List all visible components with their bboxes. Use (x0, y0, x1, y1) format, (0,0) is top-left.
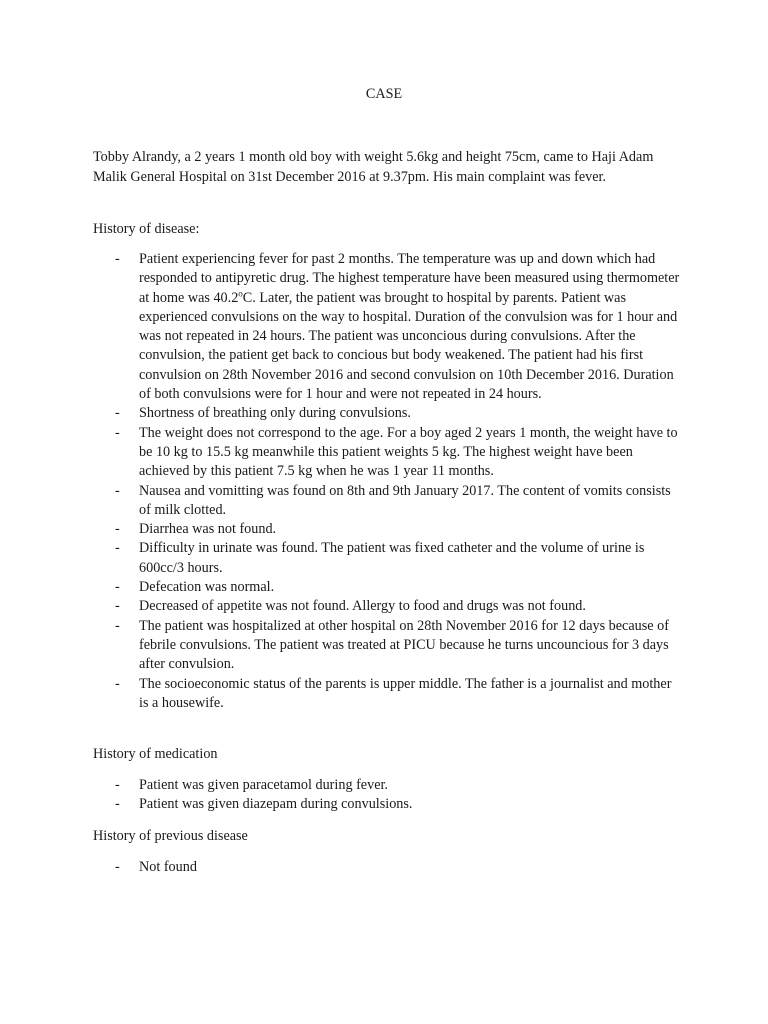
list-item (93, 404, 683, 423)
list-item-text: Patient was given diazepam during convulsions. (139, 796, 413, 813)
list-item-text: Patient experiencing fever for past 2 months. The temperature was up and down which had responded to antipyretic drug. The highest temperature have been measured using thermometer at home was 40.2 (139, 251, 680, 306)
list-item-text: The weight does not correspond to the age. For a boy aged 2 years 1 month, the weight have to be 10 kg to 15.5 kg meanwhile this patient weights 5 kg. The highest weight have been achieved by this patient 7.5 kg when he was 1 year 11 months. (139, 424, 678, 480)
list-item (93, 539, 683, 578)
list-item-text: Difficulty in urinate was found. The patient was fixed catheter and the volume of urine is 600cc/3 hours. (139, 540, 645, 576)
list-item-text: Decreased of appetite was not found. Allergy to food and drugs was not found. (139, 598, 586, 615)
list-item (93, 858, 683, 877)
list-item-text: C. Later, the patient was brought to hospital by parents. Patient was experienced convulsions on the way to hospital. Duration of the convulsion was for 1 hour and was not repeated in 24 hours. The patient was unconcious during convulsions. After the convulsion, the patient get back to concious but body weakened. The patient had his first convulsion on 28th November 2016 and second convulsion on 10th December 2016. Duration of both convulsions were for 1 hour and were not repeated in 24 hours. (139, 289, 678, 403)
list-item (93, 597, 683, 616)
list-item-text: The patient was hospitalized at other hospital on 28th November 2016 for 12 days because of febrile convulsions. The patient was treated at PICU because he turns uncouncious for 3 days after convulsion. (139, 617, 669, 673)
dash-bullet: - (115, 796, 120, 813)
dash-bullet: - (115, 859, 120, 875)
list-item (93, 250, 683, 404)
list-item-text: Nausea and vomitting was found on 8th and 9th January 2017. The content of vomits consists of milk clotted. (139, 482, 671, 518)
list-item (93, 482, 683, 521)
list-item (93, 424, 683, 482)
list-item-text: Shortness of breathing only during convulsions. (139, 405, 411, 422)
dash-bullet: - (115, 405, 120, 422)
list-item (93, 520, 683, 539)
history-of-medication-list (93, 776, 683, 815)
intro-paragraph: Tobby Alrandy, a 2 years 1 month old boy with weight 5.6kg and height 75cm, came to Haji Adam Malik General Hospital on 31st December 2016 at 9.37pm. His main complaint was fever. (93, 149, 654, 185)
list-item (93, 617, 683, 675)
degree-sup: o (238, 287, 243, 298)
dash-bullet: - (115, 598, 120, 615)
dash-bullet: - (115, 777, 120, 793)
dash-bullet: - (115, 579, 120, 596)
history-of-disease-list (93, 250, 683, 713)
history-of-previous-disease-heading: History of previous disease (93, 828, 248, 844)
list-item-text: Not found (139, 859, 197, 875)
dash-bullet: - (115, 521, 120, 538)
dash-bullet: - (115, 675, 120, 692)
history-of-previous-disease-list (93, 858, 683, 877)
dash-bullet: - (115, 424, 120, 441)
list-item-text: Diarrhea was not found. (139, 521, 277, 538)
dash-bullet: - (115, 540, 120, 557)
list-item (93, 675, 683, 714)
dash-bullet: - (115, 617, 120, 634)
list-item (93, 578, 683, 597)
list-item (93, 776, 683, 795)
history-of-disease-heading: History of disease: (93, 221, 200, 237)
list-item (93, 795, 683, 814)
dash-bullet: - (115, 251, 120, 267)
history-of-medication-heading: History of medication (93, 746, 218, 762)
dash-bullet: - (115, 482, 120, 499)
list-item-text: Patient was given paracetamol during fever. (139, 777, 388, 793)
list-item-text: The socioeconomic status of the parents is upper middle. The father is a journalist and mother is a housewife. (139, 675, 672, 711)
list-item-text: Defecation was normal. (139, 579, 275, 596)
document-title: CASE (365, 86, 403, 102)
